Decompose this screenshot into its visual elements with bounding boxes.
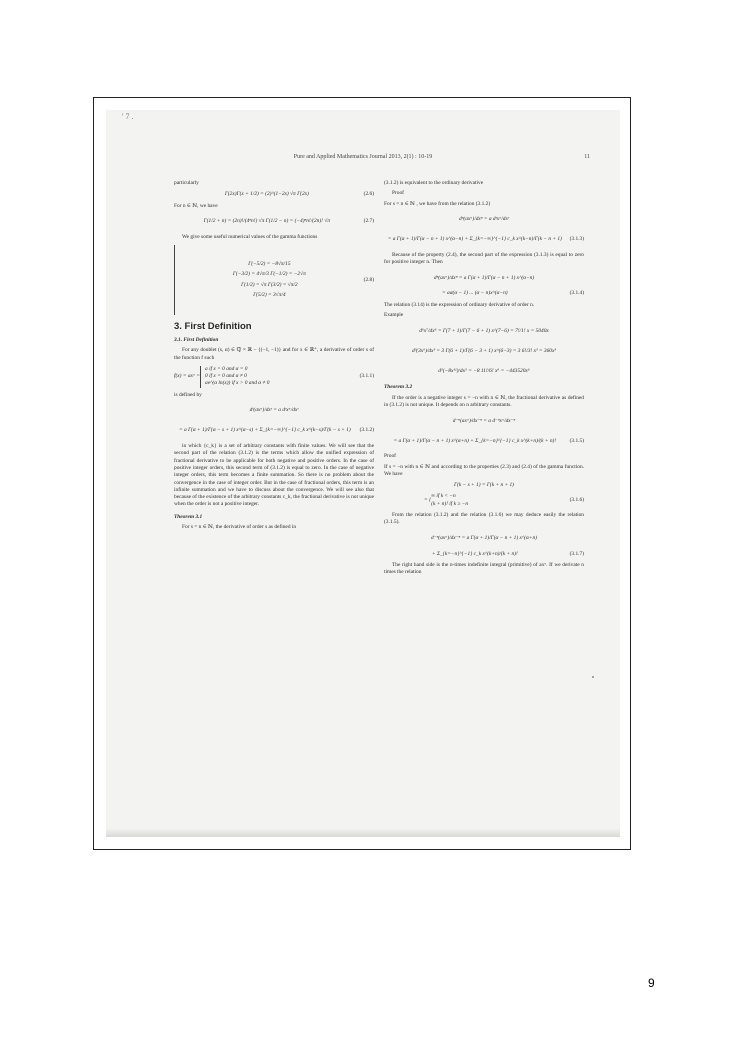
equation-body: Γ(k − s + 1) = Γ(k + n + 1) [454, 482, 514, 489]
equation [384, 270, 584, 286]
right-column [384, 180, 584, 580]
case-line: ∞ if k < −n [431, 493, 456, 500]
equation [384, 212, 584, 228]
paragraph: We give some useful numerical values of the gamma functions [182, 233, 318, 240]
scan-speck [592, 676, 594, 678]
left-column [174, 180, 374, 534]
equation-3-1-5 [384, 433, 584, 449]
journal-page-number: 11 [584, 154, 590, 160]
equation [384, 531, 584, 547]
equation-number: (3.1.5) [569, 437, 584, 444]
running-head: Pure and Applied Mathematics Journal 2013, 2(1) : 10-19 [293, 154, 433, 160]
equation-line: Γ(−3/2) = 4√π/3 Γ(−1/2) = −2√π [232, 271, 306, 278]
equation-2-7 [174, 214, 374, 230]
equation-number: (3.1.2) [359, 427, 374, 434]
equation-body: Γ(2x)Γ(x + 1/2) = (2)^(1−2x) √π Γ(2x) [224, 191, 309, 198]
equation-3-1-3 [384, 232, 584, 248]
scan-corner-mark: ' 7 . [122, 112, 134, 121]
paragraph: For s = n ∈ ℕ, the derivative of order s as defined in [182, 524, 297, 531]
equation-3-1-4 [384, 290, 584, 297]
equation-definition [174, 403, 374, 419]
paragraph: Example [384, 312, 404, 319]
scanned-page-frame [93, 97, 631, 850]
page-number: 9 [648, 976, 655, 990]
equation-body: d⁵(−8x¹¹)/dx⁵ = −8 11!/6! x⁶ = −443520x⁶ [438, 367, 530, 374]
equation-2-6 [174, 191, 374, 198]
paragraph: If s = −n with n ∈ ℕ and according to the properties (2.3) and (2.4) of the gamma function. We have [384, 463, 584, 477]
equation [384, 413, 584, 429]
paragraph: For n ∈ ℕ, we have [174, 202, 218, 209]
equation-body: dⁿ(axᵅ)/dxⁿ = a dˢxᵅ/dxˢ [459, 216, 509, 223]
equation-body: d⁻ⁿ(axᵅ)/dx⁻ⁿ = a d⁻ⁿxᵅ/dx⁻ⁿ [452, 417, 516, 424]
paragraph: particularly [174, 180, 199, 186]
equation-body: = a Γ(α + 1)/Γ(α − s + 1) x^(α−s) + Σ_{k=−∞}^{−1} c_k x^(k−s)/Γ(k − s + 1) [178, 427, 351, 434]
case-line: a if x = 0 and α = 0 [205, 365, 248, 372]
paragraph: From the relation (3.1.2) and the relation (3.1.6) we may deduce easily the relation (3.1.5). [384, 512, 584, 526]
equation-body: d³(3x⁶)/dx³ = 3 Γ(6 + 1)/Γ(6 − 3 + 1) x^(6−3) = 3 6!/3! x³ = 360x³ [412, 347, 556, 354]
equation-body: Γ(1/2 + n) = (2n)!/(4ⁿn!) √π Γ(1/2 − n) = (−4)ⁿn!/(2n)! √π [203, 218, 330, 225]
paragraph: is defined by [174, 391, 202, 398]
equation-3-1-2 [174, 423, 374, 439]
case-line: (k + n)! if k ≥ −n [431, 500, 469, 507]
paragraph: For any doublet (s, α) ∈ ℚ × ℝ − {(−1, −1)} and for x ∈ ℝ⁺, a derivative of order s of the function f such [174, 347, 374, 361]
paragraph: Proof [392, 190, 404, 197]
equation-body: dⁿ(axᵅ)/dxⁿ = a Γ(α + 1)/Γ(α − n + 1) x^(α−n) [433, 274, 535, 281]
equation-body: d⁻ⁿ(axᵅ)/dx⁻ⁿ = a Γ(α + 1)/Γ(α − n + 1) x^(α+n) [431, 534, 537, 541]
equation-number: (3.1.1) [359, 373, 374, 380]
equation-number: (3.1.4) [569, 290, 584, 297]
paragraph: If the order is a negative integer s = −n with n ∈ ℕ, the fractional derivative as defined in (3.1.2) is not unique. It depends on n arbitrary constants. [384, 394, 584, 408]
equation-body: + Σ_{k=−n}^{−1} c_k x^(k+n)/(k + n)! [431, 550, 518, 557]
equation-lhs: = { [424, 497, 432, 504]
equation-body: = aα(α − 1) ... (α − n)x^(α−n) [442, 290, 508, 297]
paragraph: The relation (3.14) is the expression of ordinary derivative of order n. [384, 301, 535, 308]
equation-number: (3.1.3) [569, 236, 584, 243]
paragraph: Proof [384, 453, 396, 460]
paragraph: (3.1.2) is equivalent to the ordinary derivative [384, 180, 484, 186]
equation-number: (3.1.6) [569, 497, 584, 504]
equation-number: (2.6) [363, 191, 374, 198]
example-equation [384, 363, 584, 379]
scan-bottom-edge [106, 828, 620, 837]
scanned-journal-page [106, 110, 620, 837]
equation-line: Γ(1/2) = √π Γ(3/2) = √π/2 [241, 281, 298, 288]
equation-body: dˢ(axᵅ)/dxˢ = a dˢxᵅ/dxˢ [249, 407, 299, 414]
case-line: 0 if x = 0 and α ≠ 0 [205, 373, 247, 380]
equation-lhs: f(x) = axᵅ = [174, 373, 201, 380]
paragraph: The right hand side is the n-times indefinite integral (primitive) of axᵅ. If we derivate n times the relation [384, 561, 584, 576]
equation-cases [200, 366, 356, 388]
subsection-title: 3.1. First Definition [174, 337, 219, 343]
case-line: ae^(α ln(x)) if x > 0 and α ≠ 0 [205, 380, 270, 387]
theorem-heading: Theorem 3.2 [384, 384, 413, 391]
equation-system [179, 258, 360, 302]
equation [384, 482, 584, 489]
equation-2-8 [174, 245, 374, 315]
example-equation [384, 323, 584, 339]
equation-line: Γ(5/2) = 3√π/4 [253, 291, 286, 298]
theorem-heading: Theorem 3.1 [174, 513, 203, 520]
equation-3-1-6 [384, 493, 584, 508]
equation-number: (3.1.7) [569, 550, 584, 557]
example-equation [384, 343, 584, 359]
equation-body: d⁶x⁷/dx⁶ = Γ(7 + 1)/Γ(7 − 6 + 1) x^(7−6) = 7!/1! x = 5040x [419, 327, 549, 334]
paragraph: For s = n ∈ ℕ , we have from the relation (3.1.2) [384, 200, 491, 207]
section-title: 3. First Definition [174, 321, 252, 333]
equation-line: Γ(−5/2) = −8√π/15 [248, 261, 291, 268]
equation-number: (2.7) [363, 218, 374, 225]
equation-body: = a Γ(α + 1)/Γ(α − n + 1) x^(α−n) + Σ_{k=−∞}^{−1} c_k x^(k−n)/Γ(k − n + 1) [387, 236, 562, 243]
paragraph: Because of the property (2.4), the second part of the expression (3.1.3) is equal to zero for positive integer n. Then [384, 251, 584, 266]
equation-cases [431, 493, 565, 508]
paragraph: in which {c_k} is a set of arbitrary constants with finite values. We will see that the second part of the relation (3.1.2) is the terms which allow the unified expression of fractional derivative to be applicable for both negative and positive orders. In the case of positive integer orders, this second term of (3.1.2) is equal to zero. In the case of negative integer orders, this term becomes a finite summation. So there is no problem about the convergence in the case of integer order. But in the case of fractional orders, this term is an infinite summation and we have to discuss about the convergence. We will see also that because of the existence of the arbitrary constants c_k, the fractional derivative is not unique when the order is not a positive integer. [174, 443, 374, 508]
equation-3-1-7 [384, 551, 584, 558]
equation-3-1-1 [174, 366, 374, 388]
equation-number: (2.8) [363, 276, 374, 283]
equation-body: = a Γ(α + 1)/Γ(α − n + 1) x^(α+n) + Σ_{k=−n}^{−1} c_k x^(k+n)/(k + n)! [393, 437, 557, 444]
